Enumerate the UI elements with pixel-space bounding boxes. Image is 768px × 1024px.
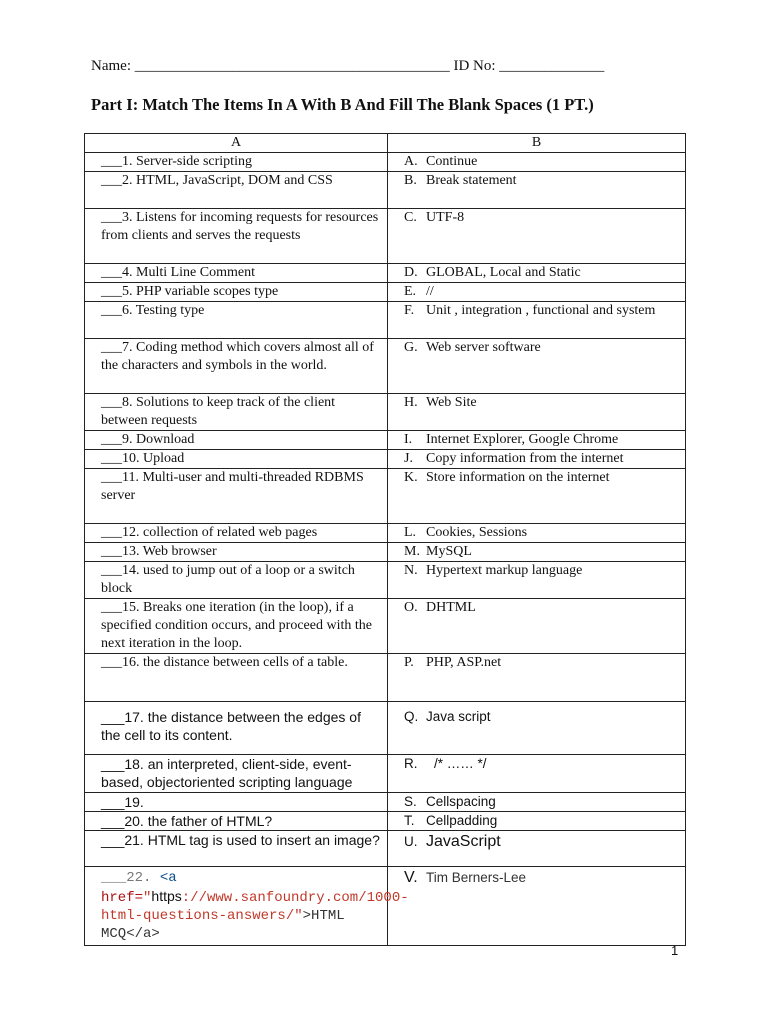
option-text: Unit , integration , functional and system — [426, 303, 656, 318]
item-a: ___7. Coding method which covers almost all of the characters and symbols in the world. — [85, 339, 388, 394]
option-text: Web Site — [426, 395, 477, 410]
option-text: Tim Berners-Lee — [426, 870, 527, 885]
table-row — [85, 469, 686, 524]
option-text: Break statement — [426, 173, 517, 188]
table-row — [85, 172, 686, 209]
item-a: ___20. the father of HTML? — [85, 812, 388, 831]
table-row — [85, 543, 686, 562]
option-letter: O. — [404, 600, 418, 615]
option-text: Continue — [426, 154, 478, 169]
option-text: Cellpadding — [426, 813, 498, 828]
option-letter: I. — [404, 432, 413, 447]
option-text: UTF-8 — [426, 210, 465, 225]
table-row — [85, 831, 686, 867]
option-letter: E. — [404, 284, 417, 299]
table-row — [85, 209, 686, 264]
code-url: ://www.sanfoundry.com/1000-html-questions-answers/" — [101, 890, 409, 924]
item-a: ___3. Listens for incoming requests for resources from clients and serves the requests — [85, 209, 388, 264]
table-row — [85, 394, 686, 431]
option-letter: B. — [404, 173, 417, 188]
option-letter: N. — [404, 563, 418, 578]
item-a: ___18. an interpreted, client-side, event-based, objectoriented scripting language — [85, 755, 388, 793]
table-row — [85, 812, 686, 831]
option-text: MySQL — [426, 544, 472, 559]
item-a: ___10. Upload — [85, 450, 388, 469]
table-row — [85, 450, 686, 469]
option-letter: D. — [404, 265, 418, 280]
option-text: GLOBAL, Local and Static — [426, 265, 581, 280]
part-title: Part I: Match The Items In A With B And Fill The Blank Spaces (1 PT.) — [91, 95, 594, 114]
table-row — [85, 339, 686, 394]
column-b-header: B — [388, 134, 686, 153]
option-text: Cookies, Sessions — [426, 525, 528, 540]
table-row — [85, 755, 686, 793]
item-a: ___15. Breaks one iteration (in the loop), if a specified condition occurs, and proceed with the next iteration in the loop. — [85, 599, 388, 654]
option-text: Cellspacing — [426, 794, 496, 809]
option-letter: K. — [404, 470, 418, 485]
item-a: ___6. Testing type — [85, 302, 388, 339]
table-row — [85, 562, 686, 599]
option-text: /* …… */ — [434, 756, 487, 771]
option-text: Store information on the internet — [426, 470, 610, 485]
option-letter: A. — [404, 154, 418, 169]
table-row — [85, 702, 686, 755]
option-text: Web server software — [426, 340, 541, 355]
option-letter: U. — [404, 834, 418, 849]
code-quote: " — [143, 890, 152, 906]
column-a-header: A — [85, 134, 388, 153]
table-header-row — [85, 134, 686, 153]
option-letter: R. — [404, 756, 418, 771]
code-https: https — [151, 888, 182, 904]
table-row — [85, 431, 686, 450]
table-row — [85, 793, 686, 812]
option-text: Hypertext markup language — [426, 563, 583, 578]
item-a: ___13. Web browser — [85, 543, 388, 562]
option-text: JavaScript — [426, 833, 501, 850]
table-row — [85, 153, 686, 172]
item-a: ___4. Multi Line Comment — [85, 264, 388, 283]
option-letter: G. — [404, 340, 418, 355]
table-row — [85, 654, 686, 702]
option-text: PHP, ASP.net — [426, 655, 502, 670]
option-text: // — [426, 284, 434, 299]
code-prefix: ___22. — [101, 870, 160, 886]
table-row — [85, 599, 686, 654]
item-a: ___2. HTML, JavaScript, DOM and CSS — [85, 172, 388, 209]
option-letter: Q. — [404, 709, 419, 724]
table-row — [85, 302, 686, 339]
code-tag-open: <a — [159, 870, 177, 886]
item-a: ___9. Download — [85, 431, 388, 450]
item-a: ___17. the distance between the edges of the cell to its content. — [85, 702, 388, 755]
item-a: ___8. Solutions to keep track of the client between requests — [85, 394, 388, 431]
name-id-line: Name: __________________________________________ ID No: ______________ — [91, 58, 605, 74]
item-a: ___11. Multi-user and multi-threaded RDBMS server — [85, 469, 388, 524]
option-letter: F. — [404, 303, 415, 318]
code-close: >HTML MCQ</a> — [101, 908, 345, 942]
option-letter: S. — [404, 794, 417, 809]
option-letter: V. — [404, 869, 418, 886]
option-letter: M. — [404, 544, 420, 559]
item-a: ___21. HTML tag is used to insert an image? — [85, 831, 388, 867]
item-a-code — [85, 867, 409, 946]
table-row — [85, 524, 686, 543]
option-text: Internet Explorer, Google Chrome — [426, 432, 619, 447]
matching-table — [84, 133, 686, 946]
option-letter: J. — [404, 451, 413, 466]
option-letter: H. — [404, 395, 418, 410]
item-a: ___5. PHP variable scopes type — [85, 283, 388, 302]
option-letter: C. — [404, 210, 417, 225]
option-letter: L. — [404, 525, 417, 540]
item-a: ___1. Server-side scripting — [85, 153, 388, 172]
item-a: ___16. the distance between cells of a table. — [85, 654, 388, 702]
option-text: DHTML — [426, 600, 476, 615]
item-a: ___19. — [85, 793, 388, 812]
table-row — [85, 867, 686, 946]
option-letter: T. — [404, 813, 415, 828]
page-number: 1 — [671, 943, 679, 958]
item-a: ___14. used to jump out of a loop or a switch block — [85, 562, 388, 599]
option-text: Java script — [426, 709, 491, 724]
table-row — [85, 283, 686, 302]
table-row — [85, 264, 686, 283]
code-attr: href= — [101, 890, 144, 906]
item-a: ___12. collection of related web pages — [85, 524, 388, 543]
option-text: Copy information from the internet — [426, 451, 624, 466]
option-letter: P. — [404, 655, 414, 670]
